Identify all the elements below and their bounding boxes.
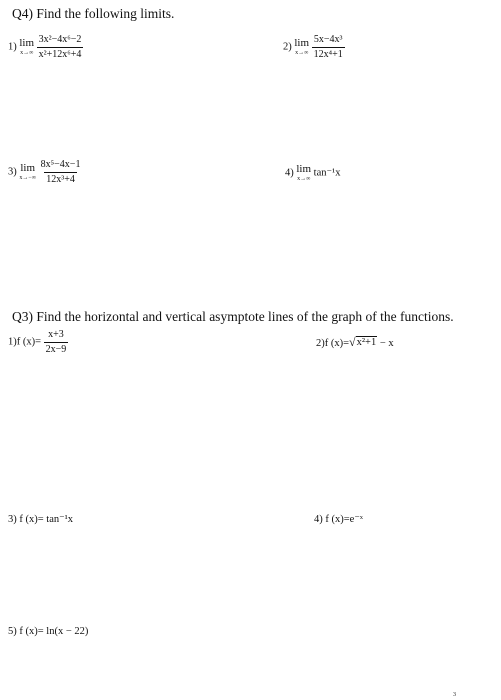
expression-rest: − x [379,338,394,349]
q3-problem-1 [8,329,68,355]
function-expression: f (x)= ln(x − 22) [19,626,89,637]
function-expression: f (x)= tan⁻¹x [19,514,74,525]
problem-label: 3) [8,166,17,178]
denominator: 2x−9 [45,343,67,355]
fraction [39,159,83,185]
problem-label: 4) [314,514,323,525]
denominator: 12x⁴+1 [313,48,343,60]
page-number: 3 [453,692,456,698]
limit-operator: lim x→∞ [296,163,312,182]
fraction [37,34,84,60]
limit-operator: lim x→−∞ [19,162,37,181]
denominator: 12x³+4 [46,173,75,185]
function-lhs: f (x)= [324,338,350,349]
fraction [44,329,69,355]
denominator: x²+12x⁶+4 [38,48,82,60]
problem-label: 3) [8,514,17,525]
numerator: 3x²−4x⁶−2 [38,34,82,45]
numerator: x+3 [48,329,64,340]
radical-sign-icon: √ [349,335,356,349]
limit-operator: lim x→∞ [19,37,35,56]
q3-problem-4 [314,513,363,525]
q4-problem-4 [285,164,340,182]
q3-problem-2 [316,336,394,349]
q3-problem-5 [8,626,88,637]
function-lhs: f (x)= [16,336,42,348]
problem-label: 2) [316,338,325,349]
q4-heading: Q4) Find the following limits. [12,6,175,21]
function-expression: f (x)=e⁻ˣ [325,514,363,525]
q3-problem-3 [8,513,73,525]
q3-heading: Q3) Find the horizontal and vertical asymptote lines of the graph of the functions. [12,309,454,324]
q4-problem-2 [283,34,345,60]
problem-label: 5) [8,626,17,637]
numerator: 5x−4x³ [313,34,343,45]
problem-label: 1) [8,336,17,348]
square-root [349,336,377,349]
q4-problem-1 [8,34,83,60]
problem-label: 4) [285,167,294,179]
radicand: x²+1 [356,337,377,348]
q4-problem-3 [8,159,82,185]
problem-label: 2) [283,41,292,53]
numerator: 8x⁵−4x−1 [40,159,81,170]
limit-expression: tan⁻¹x [313,167,341,179]
limit-operator: lim x→∞ [294,37,310,56]
problem-label: 1) [8,41,17,53]
fraction [312,34,345,60]
